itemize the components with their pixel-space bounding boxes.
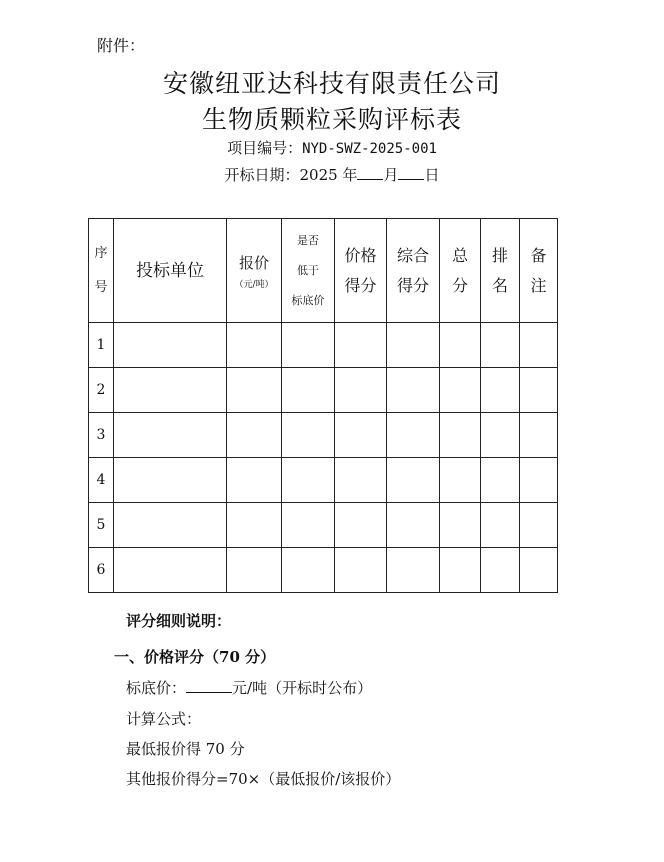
- bidder-cell[interactable]: [114, 548, 227, 593]
- day-blank[interactable]: [398, 165, 424, 180]
- project-number: [0, 137, 664, 158]
- header-price-label: 报价: [238, 253, 269, 272]
- total-cell[interactable]: [440, 323, 481, 368]
- table-row: [89, 323, 558, 368]
- project-number-label: 项目编号：: [227, 139, 303, 157]
- row-number: 5: [89, 503, 114, 548]
- row-number: 2: [89, 368, 114, 413]
- opening-date: [0, 164, 664, 185]
- combined-score-cell[interactable]: [387, 548, 440, 593]
- header-total: [440, 219, 481, 323]
- remark-cell[interactable]: [520, 503, 558, 548]
- base-price-line: [126, 677, 372, 698]
- combined-score-cell[interactable]: [387, 323, 440, 368]
- header-below-base: [282, 219, 335, 323]
- price-score-cell[interactable]: [335, 368, 387, 413]
- header-price: [227, 219, 282, 323]
- price-score-cell[interactable]: [335, 548, 387, 593]
- table-row: [89, 458, 558, 503]
- opening-date-year: 2025 年: [299, 166, 358, 184]
- company-title: 安徽纽亚达科技有限责任公司: [162, 69, 501, 98]
- price-score-cell[interactable]: [335, 458, 387, 503]
- header-price-score: [335, 219, 387, 323]
- row-number: 4: [89, 458, 114, 503]
- table-row: [89, 413, 558, 458]
- lowest-price-rule: 最低报价得 70 分: [126, 740, 245, 758]
- remark-cell[interactable]: [520, 413, 558, 458]
- combined-score-cell[interactable]: [387, 413, 440, 458]
- header-below-1: 是否: [297, 233, 319, 247]
- form-title: 生物质颗粒采购评标表: [201, 105, 462, 134]
- remark-cell[interactable]: [520, 458, 558, 503]
- bidder-cell[interactable]: [114, 458, 227, 503]
- attachment-label: 附件：: [97, 36, 146, 55]
- header-combined-1: 综合: [396, 245, 429, 265]
- section-price-title: 一、价格评分（70 分）: [114, 648, 276, 666]
- row-number: 1: [89, 323, 114, 368]
- header-rank-1: 排: [491, 245, 508, 265]
- header-combined-score: [387, 219, 440, 323]
- opening-date-day: 日: [424, 166, 440, 184]
- notes-title: 评分细则说明：: [126, 612, 232, 630]
- bidder-cell[interactable]: [114, 413, 227, 458]
- total-cell[interactable]: [440, 413, 481, 458]
- project-number-code: NYD-SWZ-2025-001: [302, 141, 437, 157]
- bidder-cell[interactable]: [114, 503, 227, 548]
- header-remark: [520, 219, 558, 323]
- header-seq-bottom: 号: [94, 279, 108, 295]
- month-blank[interactable]: [357, 165, 383, 180]
- rank-cell[interactable]: [481, 368, 520, 413]
- opening-date-label: 开标日期：: [224, 166, 300, 184]
- header-below-2: 低于: [297, 263, 319, 277]
- formula-label: 计算公式：: [126, 710, 202, 728]
- price-cell[interactable]: [227, 323, 282, 368]
- combined-score-cell[interactable]: [387, 368, 440, 413]
- below-base-cell[interactable]: [282, 368, 335, 413]
- row-number: 6: [89, 548, 114, 593]
- header-seq-top: 序: [94, 245, 108, 261]
- below-base-cell[interactable]: [282, 503, 335, 548]
- bidder-cell[interactable]: [114, 368, 227, 413]
- table-header-row: [89, 219, 558, 323]
- below-base-cell[interactable]: [282, 413, 335, 458]
- price-cell[interactable]: [227, 503, 282, 548]
- rank-cell[interactable]: [481, 458, 520, 503]
- price-cell[interactable]: [227, 413, 282, 458]
- opening-date-month: 月: [383, 166, 399, 184]
- other-price-rule: 其他报价得分=70×（最低报价/该报价）: [126, 770, 401, 788]
- price-score-cell[interactable]: [335, 323, 387, 368]
- price-cell[interactable]: [227, 548, 282, 593]
- total-cell[interactable]: [440, 503, 481, 548]
- price-cell[interactable]: [227, 458, 282, 503]
- price-cell[interactable]: [227, 368, 282, 413]
- row-number: 3: [89, 413, 114, 458]
- rank-cell[interactable]: [481, 503, 520, 548]
- base-price-blank[interactable]: [186, 678, 232, 693]
- header-total-2: 分: [451, 275, 468, 295]
- evaluation-table: [88, 218, 558, 593]
- price-score-cell[interactable]: [335, 503, 387, 548]
- header-price-score-1: 价格: [344, 245, 377, 265]
- header-combined-2: 得分: [396, 275, 429, 295]
- table-row: [89, 548, 558, 593]
- header-price-unit: （元/吨）: [234, 279, 274, 290]
- base-price-suffix: 元/吨（开标时公布）: [232, 679, 373, 697]
- header-below-3: 标底价: [291, 293, 325, 307]
- bidder-cell[interactable]: [114, 323, 227, 368]
- rank-cell[interactable]: [481, 323, 520, 368]
- header-rank-2: 名: [491, 275, 508, 295]
- header-remark-2: 注: [530, 275, 547, 295]
- below-base-cell[interactable]: [282, 458, 335, 503]
- below-base-cell[interactable]: [282, 323, 335, 368]
- header-remark-1: 备: [530, 245, 547, 265]
- total-cell[interactable]: [440, 458, 481, 503]
- price-score-cell[interactable]: [335, 413, 387, 458]
- header-bidder: [114, 219, 227, 323]
- remark-cell[interactable]: [520, 548, 558, 593]
- header-seq: [89, 219, 114, 323]
- combined-score-cell[interactable]: [387, 458, 440, 503]
- total-cell[interactable]: [440, 548, 481, 593]
- rank-cell[interactable]: [481, 548, 520, 593]
- below-base-cell[interactable]: [282, 548, 335, 593]
- table-row: [89, 368, 558, 413]
- header-total-1: 总: [451, 245, 468, 265]
- header-bidder-label: 投标单位: [136, 260, 204, 281]
- remark-cell[interactable]: [520, 368, 558, 413]
- base-price-label: 标底价：: [126, 679, 187, 697]
- table-row: [89, 503, 558, 548]
- rank-cell[interactable]: [481, 413, 520, 458]
- remark-cell[interactable]: [520, 323, 558, 368]
- header-price-score-2: 得分: [344, 275, 377, 295]
- header-rank: [481, 219, 520, 323]
- combined-score-cell[interactable]: [387, 503, 440, 548]
- total-cell[interactable]: [440, 368, 481, 413]
